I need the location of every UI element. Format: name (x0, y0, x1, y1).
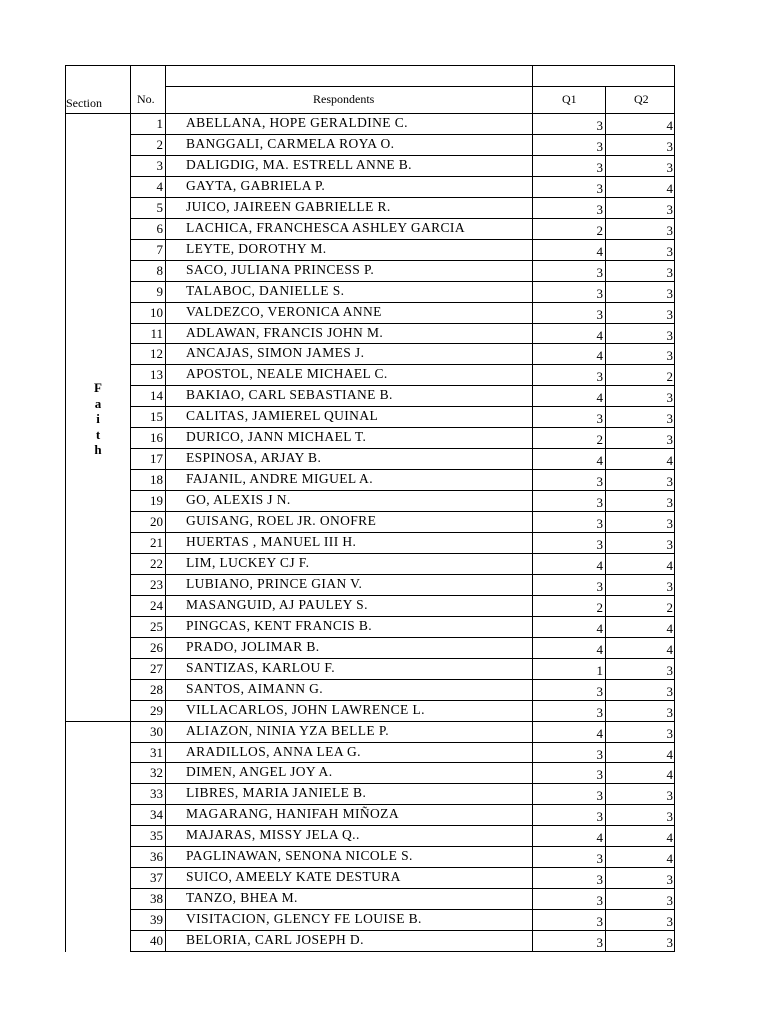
row-number: 20 (150, 514, 163, 530)
q1-answer: 3 (596, 159, 603, 175)
row-line (130, 930, 675, 931)
row-line (130, 343, 675, 344)
row-number: 32 (150, 765, 163, 781)
respondent-name: SANTIZAS, KARLOU F. (186, 659, 336, 675)
row-line (130, 364, 675, 365)
row-number: 29 (150, 702, 163, 718)
q2-answer: 4 (666, 851, 673, 867)
row-number: 8 (156, 262, 163, 278)
respondent-name: BANGGALI, CARMELA ROYA O. (186, 135, 395, 151)
row-line (130, 951, 675, 952)
row-line (130, 679, 675, 680)
q1-answer: 3 (596, 180, 603, 196)
row-number: 28 (150, 681, 163, 697)
q1-answer: 3 (596, 788, 603, 804)
q2-answer: 3 (666, 264, 673, 280)
row-line (130, 846, 675, 847)
respondent-name: VILLACARLOS, JOHN LAWRENCE L. (186, 701, 425, 717)
q1-answer: 3 (596, 914, 603, 930)
row-number: 19 (150, 493, 163, 509)
respondent-name: BAKIAO, CARL SEBASTIANE B. (186, 387, 393, 403)
row-line (130, 239, 675, 240)
row-number: 36 (150, 849, 163, 865)
row-line (130, 721, 675, 722)
row-line (130, 553, 675, 554)
respondent-name: TALABOC, DANIELLE S. (186, 282, 345, 298)
q1-answer: 3 (596, 683, 603, 699)
respondents-column-line (165, 65, 166, 952)
row-line (130, 385, 675, 386)
row-line (130, 260, 675, 261)
section-label-faith (66, 380, 130, 458)
row-number: 7 (156, 241, 163, 257)
row-number: 14 (150, 388, 163, 404)
respondent-name: LUBIANO, PRINCE GIAN V. (186, 575, 363, 591)
row-line (130, 406, 675, 407)
respondent-name: ALIAZON, NINIA YZA BELLE P. (186, 722, 390, 738)
q2-answer: 4 (666, 118, 673, 133)
row-number: 18 (150, 472, 163, 488)
row-line (130, 469, 675, 470)
row-number: 13 (150, 367, 163, 383)
q2-answer: 3 (666, 578, 673, 594)
row-number: 4 (156, 178, 163, 194)
q2-answer: 3 (666, 432, 673, 448)
row-number: 5 (156, 199, 163, 215)
row-line (130, 218, 675, 219)
q2-answer: 2 (666, 369, 673, 385)
q2-answer: 3 (666, 662, 673, 678)
q1-answer: 3 (596, 851, 603, 867)
q1-answer: 3 (596, 704, 603, 720)
respondent-name: CALITAS, JAMIEREL QUINAL (186, 408, 379, 424)
q2-answer: 4 (666, 830, 673, 846)
respondent-name: PRADO, JOLIMAR B. (186, 638, 320, 654)
row-number: 31 (150, 744, 163, 760)
respondent-name: HUERTAS , MANUEL III H. (186, 534, 357, 549)
q2-answer: 3 (666, 893, 673, 909)
q2-answer: 4 (666, 620, 673, 636)
right-edge (674, 65, 675, 952)
q2-answer: 3 (666, 348, 673, 364)
q2-answer: 4 (666, 453, 673, 469)
respondent-name: PINGCAS, KENT FRANCIS B. (186, 617, 373, 633)
q1-answer: 3 (596, 767, 603, 783)
section-letter: i (96, 411, 100, 426)
q1-answer: 3 (596, 516, 603, 532)
respondent-name: DIMEN, ANGEL JOY A. (186, 764, 333, 780)
q2-answer: 3 (666, 201, 673, 217)
row-line (130, 427, 675, 428)
top-border (65, 65, 675, 66)
respondent-name: SUICO, AMEELY KATE DESTURA (186, 869, 401, 885)
row-number: 10 (150, 304, 163, 320)
respondent-name: DALIGDIG, MA. ESTRELL ANNE B. (186, 156, 412, 172)
row-line (130, 323, 675, 324)
row-number: 16 (150, 430, 163, 446)
q1-answer: 3 (596, 495, 603, 511)
row-line (130, 804, 675, 805)
q1-answer: 4 (596, 725, 603, 741)
q1-answer: 4 (596, 243, 603, 259)
row-number: 11 (150, 325, 163, 341)
row-line (130, 176, 675, 177)
q2-answer: 3 (666, 683, 673, 699)
row-line (130, 511, 675, 512)
row-number: 27 (150, 660, 163, 676)
q1-answer: 4 (596, 453, 603, 469)
q1-answer: 2 (596, 432, 603, 448)
q2-answer: 3 (666, 474, 673, 490)
section-letter: a (94, 395, 102, 411)
row-number: 23 (150, 576, 163, 592)
q1-answer: 3 (596, 306, 603, 322)
q2-answer: 4 (666, 767, 673, 783)
header-q2: Q2 (634, 92, 649, 106)
q1-answer: 3 (596, 201, 603, 217)
q2-answer: 3 (666, 327, 673, 343)
respondent-name: LIBRES, MARIA JANIELE B. (186, 785, 367, 801)
respondent-name: ARADILLOS, ANNA LEA G. (186, 743, 361, 759)
respondent-name: LIM, LUCKEY CJ F. (186, 554, 310, 570)
row-number: 22 (150, 555, 163, 571)
header-divider (165, 86, 675, 87)
section-top (65, 113, 130, 114)
respondent-name: VALDEZCO, VERONICA ANNE (186, 303, 382, 319)
row-line (130, 616, 675, 617)
q2-answer: 4 (666, 746, 673, 762)
respondent-name: DURICO, JANN MICHAEL T. (186, 429, 367, 445)
respondent-name: ANCAJAS, SIMON JAMES J. (186, 345, 365, 361)
respondent-name: GUISANG, ROEL JR. ONOFRE (186, 513, 377, 529)
q1-answer: 4 (596, 830, 603, 846)
q2-answer: 3 (666, 222, 673, 238)
q1-answer: 4 (596, 348, 603, 364)
q2-answer: 3 (666, 809, 673, 825)
respondent-name: MASANGUID, AJ PAULEY S. (186, 596, 368, 612)
left-border (65, 65, 66, 952)
q2-answer: 3 (666, 872, 673, 888)
respondent-name: SACO, JULIANA PRINCESS P. (186, 261, 375, 277)
q2-answer: 3 (666, 788, 673, 804)
row-number: 33 (150, 786, 163, 802)
q2-answer: 4 (666, 641, 673, 657)
header-no: No. (137, 92, 155, 106)
q2-answer: 3 (666, 138, 673, 154)
q2-answer: 3 (666, 704, 673, 720)
respondent-name: JUICO, JAIREEN GABRIELLE R. (186, 198, 391, 214)
row-number: 26 (150, 639, 163, 655)
respondent-name: MAGARANG, HANIFAH MIÑOZA (186, 806, 399, 822)
q2-answer: 3 (666, 516, 673, 532)
row-line (130, 197, 675, 198)
q1-answer: 3 (596, 746, 603, 762)
row-line (130, 762, 675, 763)
q2-answer: 3 (666, 914, 673, 930)
q1-answer: 3 (596, 578, 603, 594)
q1-answer: 3 (596, 118, 603, 133)
row-number: 37 (150, 870, 163, 886)
q1-answer: 4 (596, 620, 603, 636)
q1-answer: 4 (596, 641, 603, 657)
q2-answer: 3 (666, 495, 673, 511)
respondent-name: GAYTA, GABRIELA P. (186, 177, 326, 193)
row-number: 2 (156, 136, 163, 152)
row-line (130, 637, 675, 638)
row-number: 1 (156, 116, 163, 131)
row-line (130, 888, 675, 889)
section-letter: h (94, 442, 102, 457)
row-number: 12 (150, 346, 163, 362)
q2-answer: 3 (666, 411, 673, 427)
row-line (130, 867, 675, 868)
respondent-name: ADLAWAN, FRANCIS JOHN M. (186, 324, 384, 340)
row-line (130, 532, 675, 533)
row-number: 35 (150, 828, 163, 844)
q2-answer: 3 (666, 159, 673, 175)
respondent-name: ABELLANA, HOPE GERALDINE C. (186, 115, 408, 130)
row-line (130, 134, 675, 135)
row-number: 21 (150, 535, 163, 550)
q2-column-line (605, 86, 606, 952)
q1-answer: 3 (596, 264, 603, 280)
q1-answer: 3 (596, 935, 603, 951)
respondent-name: PAGLINAWAN, SENONA NICOLE S. (186, 848, 413, 864)
respondent-name: VISITACION, GLENCY FE LOUISE B. (186, 911, 422, 927)
row-number: 30 (150, 723, 163, 739)
row-number: 15 (150, 409, 163, 425)
row-line (130, 700, 675, 701)
row-line (130, 155, 675, 156)
row-line (130, 574, 675, 575)
q1-column-line (532, 65, 533, 952)
q2-answer: 4 (666, 180, 673, 196)
row-number: 17 (150, 451, 163, 467)
row-number: 24 (150, 597, 163, 613)
header-respondents: Respondents (313, 92, 375, 106)
q1-answer: 3 (596, 285, 603, 301)
q1-answer: 3 (596, 809, 603, 825)
section-letter: t (95, 426, 101, 442)
q1-answer: 3 (596, 369, 603, 385)
q2-answer: 3 (666, 306, 673, 322)
row-line (130, 595, 675, 596)
respondent-name: FAJANIL, ANDRE MIGUEL A. (186, 471, 373, 487)
row-number: 3 (156, 157, 163, 173)
q1-answer: 3 (596, 138, 603, 154)
row-number: 34 (150, 807, 163, 823)
row-line (130, 825, 675, 826)
q1-answer: 3 (596, 474, 603, 490)
row-number: 9 (156, 283, 163, 299)
row-number: 38 (150, 891, 163, 907)
q1-answer: 4 (596, 327, 603, 343)
respondent-name: APOSTOL, NEALE MICHAEL C. (186, 366, 388, 382)
q2-answer: 3 (666, 537, 673, 552)
row-number: 25 (150, 618, 163, 634)
respondent-name: MAJARAS, MISSY JELA Q.. (186, 827, 360, 843)
q1-answer: 1 (596, 662, 603, 678)
q1-answer: 2 (596, 599, 603, 615)
header-q1: Q1 (562, 92, 577, 106)
respondent-name: ESPINOSA, ARJAY B. (186, 450, 322, 466)
row-line (130, 658, 675, 659)
row-line (130, 909, 675, 910)
row-line (130, 302, 675, 303)
q2-answer: 4 (666, 557, 673, 573)
section-letter: F (94, 380, 102, 395)
q2-answer: 3 (666, 725, 673, 741)
row-number: 40 (150, 933, 163, 949)
header-bottom (130, 113, 675, 114)
q1-answer: 4 (596, 390, 603, 406)
q1-answer: 3 (596, 872, 603, 888)
row-line (130, 448, 675, 449)
respondent-name: BELORIA, CARL JOSEPH D. (186, 932, 364, 948)
respondent-name: TANZO, BHEA M. (186, 890, 298, 906)
row-line (130, 783, 675, 784)
respondent-name: LACHICA, FRANCHESCA ASHLEY GARCIA (186, 219, 465, 235)
q2-answer: 3 (666, 390, 673, 406)
row-line (130, 281, 675, 282)
row-line (130, 490, 675, 491)
row-number: 6 (156, 220, 163, 236)
respondent-name: GO, ALEXIS J N. (186, 492, 291, 508)
row-number: 39 (150, 912, 163, 928)
row-line (130, 742, 675, 743)
respondent-name: LEYTE, DOROTHY M. (186, 240, 327, 256)
q1-answer: 3 (596, 411, 603, 427)
q1-answer: 2 (596, 222, 603, 238)
q2-answer: 3 (666, 935, 673, 951)
q1-answer: 4 (596, 557, 603, 573)
q1-answer: 3 (596, 893, 603, 909)
q2-answer: 3 (666, 243, 673, 259)
respondent-name: SANTOS, AIMANN G. (186, 680, 324, 696)
q1-answer: 3 (596, 537, 603, 552)
q2-answer: 2 (666, 599, 673, 615)
q2-answer: 3 (666, 285, 673, 301)
header-section: Section (66, 96, 102, 110)
section-separator (65, 721, 130, 722)
